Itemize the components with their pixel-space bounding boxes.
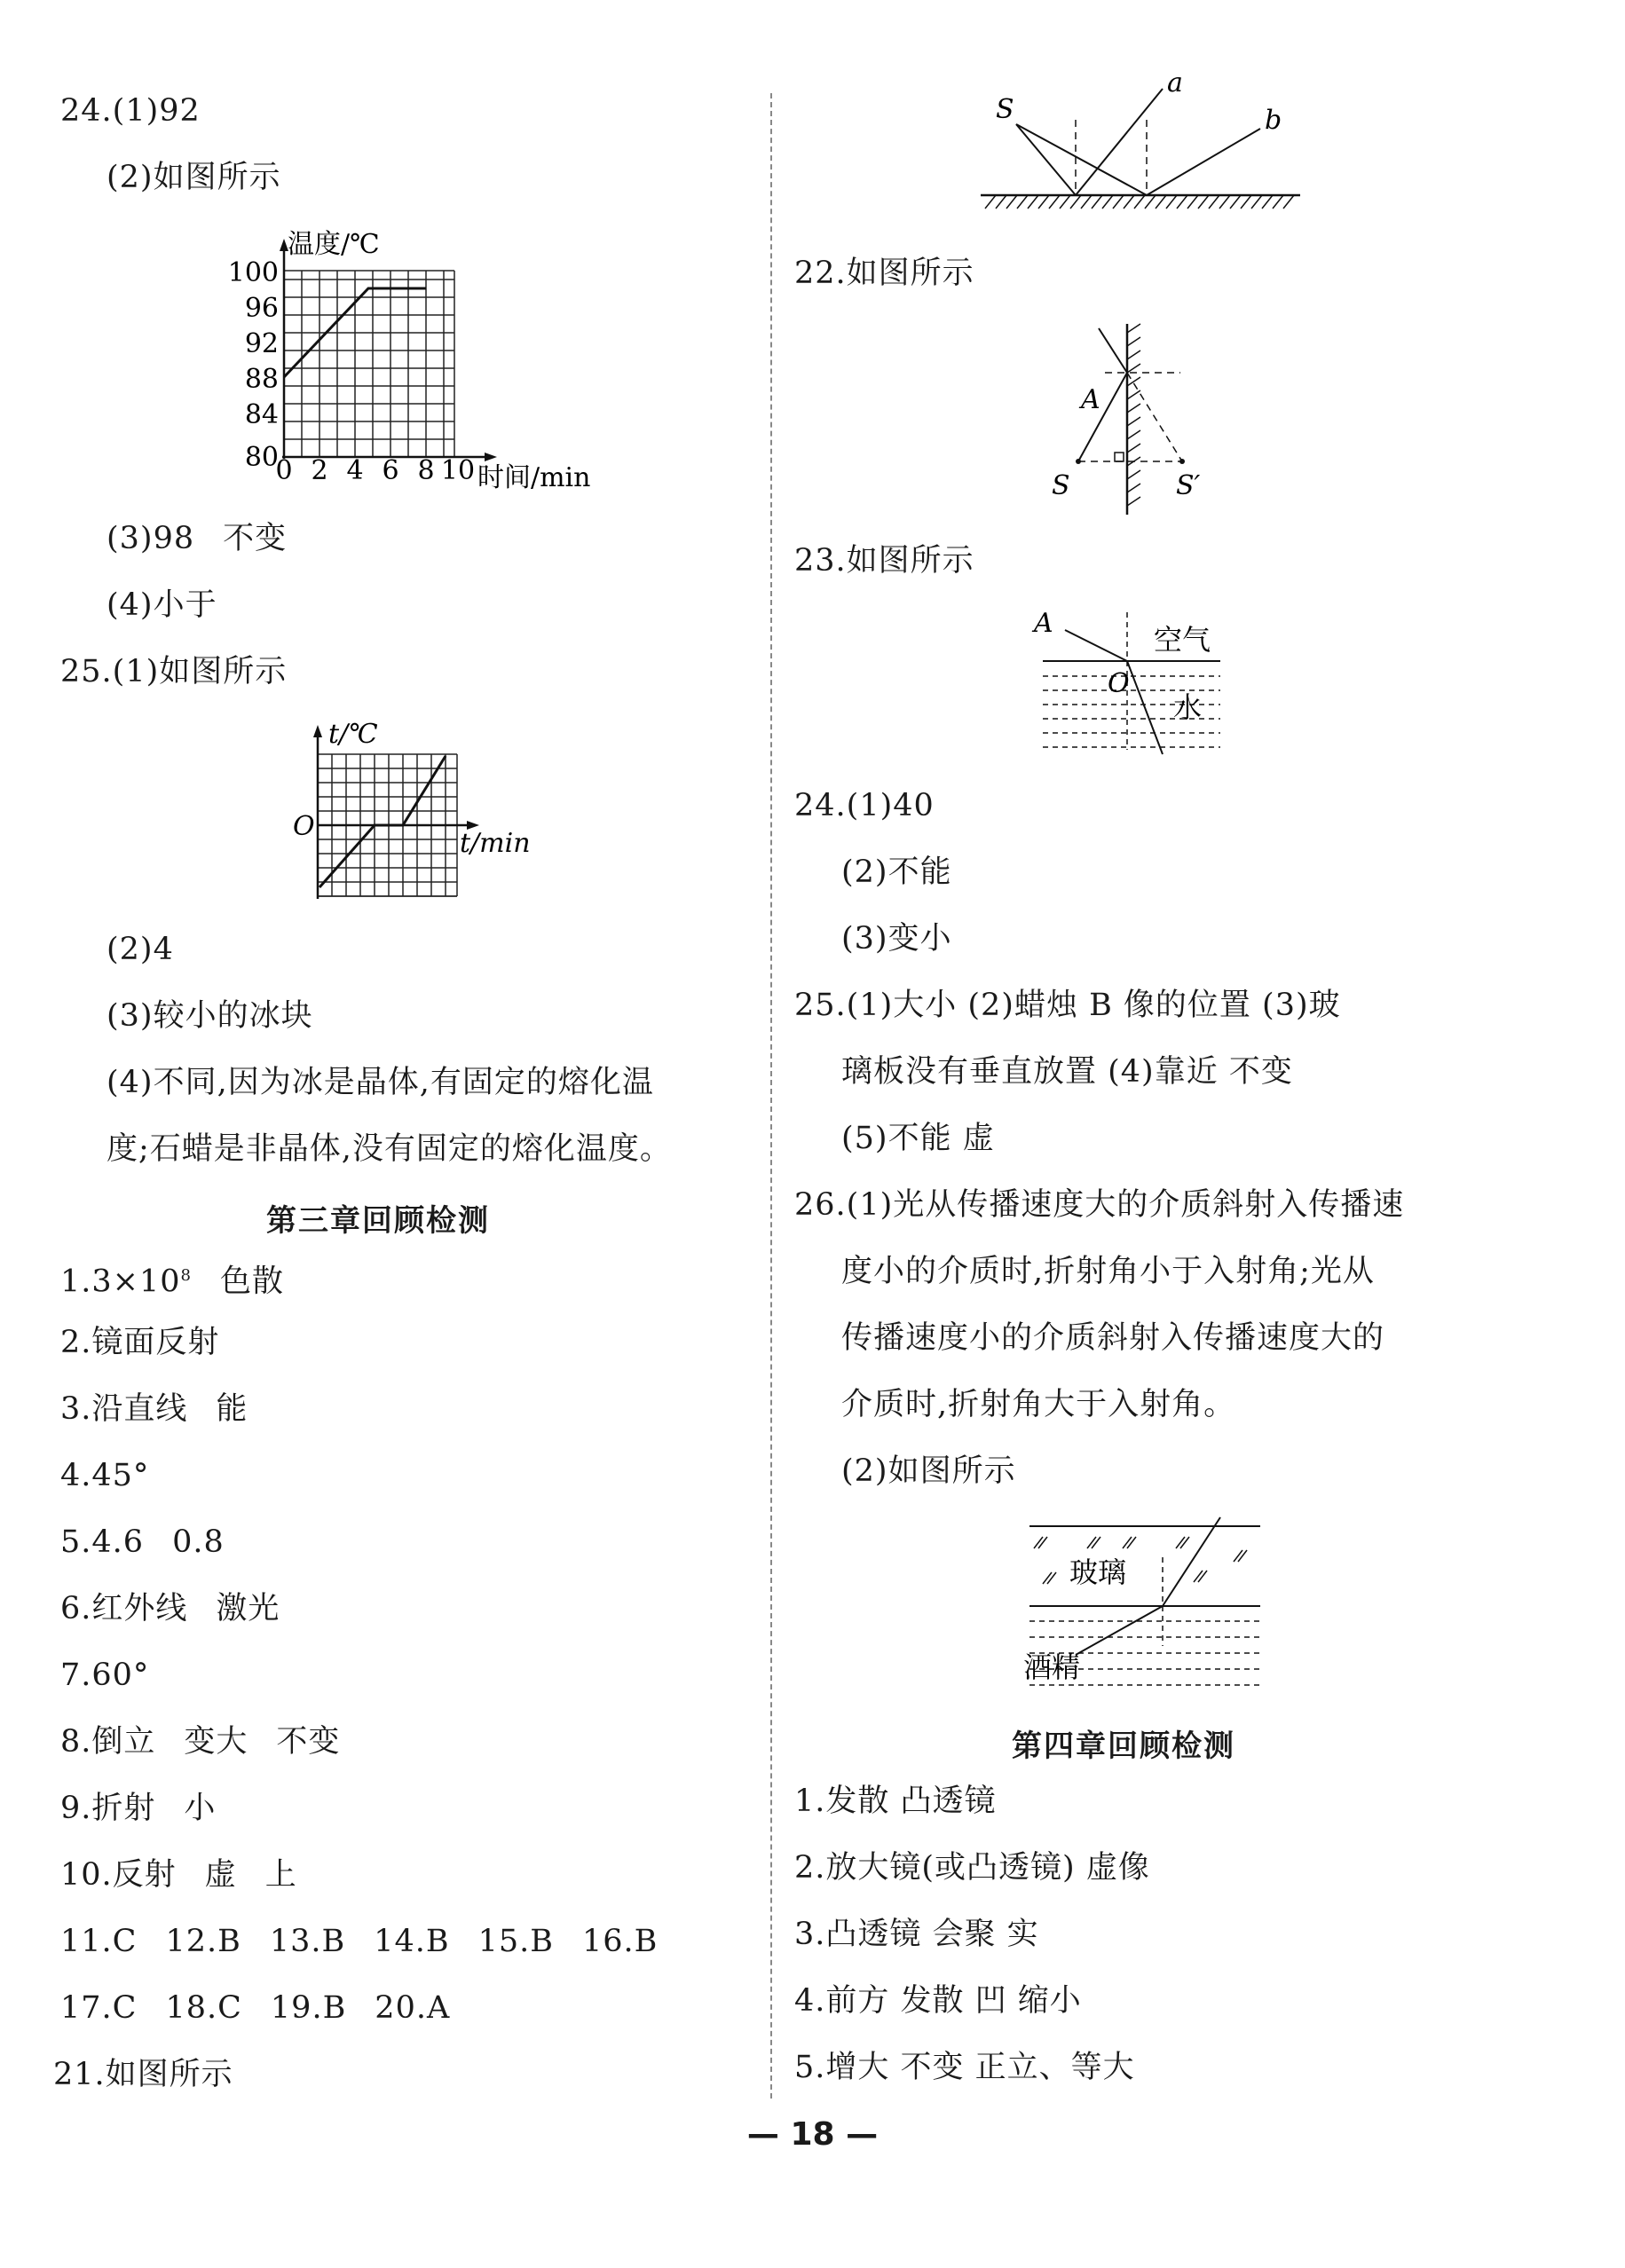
fig21-label-a: a	[1167, 67, 1183, 98]
chapter3-answer-10: 10.反射 虚 上	[60, 1857, 297, 1893]
graph1-xtick: 4	[346, 455, 364, 486]
answer-22: 22.如图所示	[794, 256, 974, 291]
answer-25-r2: 璃板没有垂直放置 (4)靠近 不变	[841, 1054, 1293, 1090]
fig26-label-alcohol: 酒精	[1023, 1650, 1081, 1684]
chapter3-answer-7: 7.60°	[60, 1658, 150, 1693]
answer-24-2: (2)如图所示	[106, 160, 281, 195]
graph1-ylabel: 温度/℃	[288, 229, 380, 260]
graph1-ytick: 96	[244, 293, 279, 324]
answer-26-line1: 26.(1)光从传播速度大的介质斜射入传播速	[794, 1187, 1405, 1223]
chapter3-answer-6: 6.红外线 激光	[60, 1591, 280, 1626]
answer-25-r1: 25.(1)大小 (2)蜡烛 B 像的位置 (3)玻	[794, 988, 1341, 1023]
chapter3-answers-11-16: 11.C 12.B 13.B 14.B 15.B 16.B	[60, 1924, 659, 1959]
chapter4-answer-5: 5.增大 不变 正立、等大	[794, 2050, 1135, 2085]
graph1-xtick: 6	[382, 455, 399, 486]
refraction-air-water-diagram	[1029, 603, 1242, 763]
chapter3-answer-2: 2.镜面反射	[60, 1325, 220, 1360]
temp-time-graph-2	[284, 714, 550, 905]
chapter3-answer-8: 8.倒立 变大 不变	[60, 1724, 341, 1760]
chapter4-answer-4: 4.前方 发散 凹 缩小	[794, 1983, 1082, 2019]
answer-26-line3: 传播速度小的介质斜射入传播速度大的	[841, 1320, 1385, 1356]
answer-23: 23.如图所示	[794, 543, 974, 579]
chapter4-answer-3: 3.凸透镜 会聚 实	[794, 1917, 1039, 1952]
answer-24-r2: (2)不能	[841, 854, 952, 890]
answer-25-1: 25.(1)如图所示	[60, 654, 288, 689]
graph1-ytick: 80	[244, 442, 279, 473]
graph2-origin: O	[293, 811, 315, 842]
reflection-diagram	[976, 67, 1313, 217]
fig22-label-s: S	[1052, 470, 1070, 501]
answer-24-4: (4)小于	[106, 587, 217, 623]
graph1-xtick: 0	[275, 455, 293, 486]
graph2-ylabel: t/℃	[328, 719, 378, 750]
fig22-label-a: A	[1081, 384, 1100, 415]
graph1-xlabel: 时间/min	[477, 462, 591, 492]
fig21-label-b: b	[1265, 105, 1282, 136]
answer-24-3: (3)98 不变	[106, 521, 288, 556]
graph1-ytick: 84	[244, 399, 279, 430]
answer-24-r1: 24.(1)40	[794, 788, 935, 823]
graph1-ytick: 88	[244, 364, 279, 395]
chapter3-answer-5: 5.4.6 0.8	[60, 1524, 225, 1560]
graph1-ytick: 92	[244, 328, 279, 359]
plane-mirror-diagram	[1038, 319, 1234, 524]
chapter4-heading: 第四章回顾检测	[1012, 1729, 1235, 1764]
fig23-label-a: A	[1034, 608, 1053, 639]
graph2-xlabel: t/min	[460, 828, 531, 859]
answer-25-2: (2)4	[106, 932, 174, 967]
fig23-label-air: 空气	[1154, 623, 1211, 657]
chapter3-answer-9: 9.折射 小	[60, 1791, 217, 1826]
temperature-time-graph	[222, 226, 612, 492]
chapter3-answer-3: 3.沿直线 能	[60, 1391, 248, 1427]
chapter4-answer-2: 2.放大镜(或凸透镜) 虚像	[794, 1850, 1150, 1886]
chapter4-answer-1: 1.发散 凸透镜	[794, 1784, 997, 1819]
fig21-label-s: S	[996, 94, 1014, 125]
graph1-xtick: 8	[417, 455, 435, 486]
chapter3-answer-4: 4.45°	[60, 1458, 150, 1493]
answer-25-r3: (5)不能 虚	[841, 1121, 995, 1156]
fig26-label-glass: 玻璃	[1069, 1555, 1127, 1589]
graph1-xtick: 10	[440, 455, 476, 486]
fig23-label-o: O	[1108, 668, 1130, 699]
answer-25-4-line1: (4)不同,因为冰是晶体,有固定的熔化温	[106, 1065, 654, 1100]
answer-24-1: 24.(1)92	[60, 93, 201, 129]
refraction-glass-alcohol-diagram	[1021, 1513, 1269, 1699]
chapter3-answers-17-20: 17.C 18.C 19.B 20.A	[60, 1990, 451, 2026]
chapter3-answer-21: 21.如图所示	[53, 2057, 233, 2092]
answer-25-3: (3)较小的冰块	[106, 998, 313, 1034]
answer-25-4-line2: 度;石蜡是非晶体,没有固定的熔化温度。	[106, 1131, 672, 1167]
answer-26-line2: 度小的介质时,折射角小于入射角;光从	[841, 1254, 1375, 1289]
column-divider	[770, 93, 772, 2099]
graph1-xtick: 2	[311, 455, 328, 486]
answer-26-2: (2)如图所示	[841, 1453, 1016, 1489]
answer-26-line4: 介质时,折射角大于入射角。	[841, 1387, 1236, 1422]
fig22-label-s-prime: S′	[1176, 470, 1201, 501]
page-number: — 18 —	[746, 2116, 879, 2153]
chapter3-answer-1: $1.3\times 10^8$ 色散	[60, 1264, 284, 1300]
fig23-label-water: 水	[1173, 690, 1203, 724]
answer-24-r3: (3)变小	[841, 921, 952, 957]
chapter3-heading: 第三章回顾检测	[266, 1203, 490, 1239]
graph1-ytick: 100	[227, 257, 279, 288]
